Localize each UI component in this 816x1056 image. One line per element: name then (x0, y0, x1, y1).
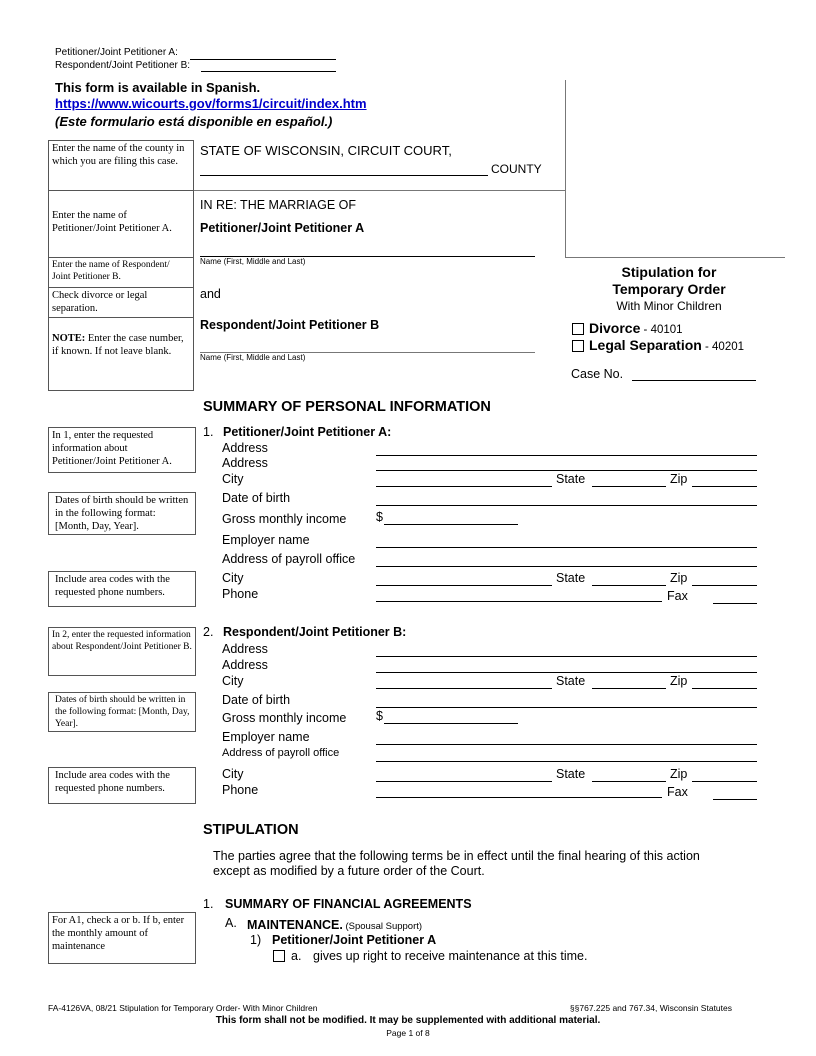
case-no-label: Case No. (571, 367, 624, 381)
employer-name-label: Employer name (222, 533, 310, 547)
employer-name-label: Employer name (222, 730, 310, 744)
form-title-line2: Temporary Order (612, 281, 726, 297)
phone-input[interactable] (376, 797, 662, 798)
zip-input[interactable] (692, 688, 757, 689)
address-label: Address (222, 441, 268, 455)
spanish-text: (Este formulario está disponible en español.) (55, 114, 333, 129)
zip-label: Zip (670, 472, 688, 486)
gross-income-input[interactable] (384, 524, 518, 525)
employer-name-input[interactable] (376, 744, 757, 745)
footer-page: Page 1 of 8 (386, 1028, 430, 1038)
side-note: Dates of birth should be written in the following format: [Month, Day, Year]. (48, 492, 196, 535)
form-title-line1: Stipulation for (621, 264, 717, 280)
summary-heading: SUMMARY OF PERSONAL INFORMATION (203, 399, 491, 415)
address-line1-input[interactable] (376, 656, 757, 657)
side-note: In 1, enter the requested information about Petitioner/Joint Petitioner A. (48, 427, 196, 473)
fax-input[interactable] (713, 603, 757, 604)
city-label: City (222, 767, 244, 781)
county-input-line[interactable] (200, 175, 488, 176)
petitioner-a-heading: Petitioner/Joint Petitioner A (200, 221, 365, 235)
note-text: Enter the case number, if known. If not leave blank. (52, 333, 184, 357)
payroll-address-input[interactable] (376, 566, 757, 567)
footer-notice: This form shall not be modified. It may be supplemented with additional material. (215, 1015, 601, 1026)
city-input[interactable] (376, 486, 552, 487)
gross-income-label: Gross monthly income (222, 512, 347, 526)
city-label: City (222, 674, 244, 688)
note-county: Enter the name of the county in which you are filing this case. (48, 140, 194, 191)
forms-link[interactable]: https://www.wicourts.gov/forms1/circuit/index.htm (55, 96, 367, 111)
side-note: Include area codes with the requested phone numbers. (48, 571, 196, 607)
side-note: In 2, enter the requested information about Respondent/Joint Petitioner B. (48, 627, 196, 676)
zip-label: Zip (670, 571, 688, 585)
and-label: and (200, 287, 221, 301)
in-re-label: IN RE: THE MARRIAGE OF (200, 198, 357, 212)
state-input[interactable] (592, 486, 666, 487)
stipulation-heading: STIPULATION (203, 822, 299, 838)
date-of-birth-input[interactable] (376, 707, 757, 708)
city-label: City (222, 472, 244, 486)
divorce-code: - 40101 (640, 324, 683, 336)
phone-input[interactable] (376, 601, 662, 602)
divider (565, 257, 785, 258)
divorce-checkbox[interactable] (572, 323, 584, 335)
zip-input[interactable] (692, 486, 757, 487)
divorce-option (589, 321, 683, 337)
footer-form-id: FA-4126VA, 08/21 Stipulation for Temporary Order- With Minor Children (48, 1003, 318, 1013)
fax-label: Fax (667, 785, 688, 799)
state-label: State (556, 674, 586, 688)
divider (565, 80, 566, 258)
section-number: 2. (203, 625, 214, 639)
employer-name-input[interactable] (376, 547, 757, 548)
section-title: Petitioner/Joint Petitioner A: (223, 425, 392, 439)
legal-separation-checkbox[interactable] (572, 340, 584, 352)
side-note: Include area codes with the requested phone numbers. (48, 767, 196, 804)
city-label: City (222, 571, 244, 585)
case-no-input-line[interactable] (632, 380, 756, 381)
court-title: STATE OF WISCONSIN, CIRCUIT COURT, (200, 143, 452, 158)
section-title: Respondent/Joint Petitioner B: (223, 625, 407, 639)
stipulation-para-line2: except as modified by a future order of the Court. (213, 864, 485, 878)
maintenance-label: MAINTENANCE. (247, 918, 343, 932)
payroll-address-label: Address of payroll office (222, 747, 340, 759)
sub-letter: A. (225, 916, 237, 930)
state-label: State (556, 571, 586, 585)
financial-agreements-heading: SUMMARY OF FINANCIAL AGREEMENTS (225, 897, 472, 911)
legal-separation-option (589, 338, 744, 354)
side-note: Dates of birth should be written in the following format: [Month, Day, Year]. (48, 692, 196, 732)
top-petitioner-line[interactable] (190, 59, 336, 60)
footer-statutes: §§767.225 and 767.34, Wisconsin Statutes (569, 1003, 732, 1013)
date-of-birth-label: Date of birth (222, 491, 291, 505)
city-input[interactable] (376, 781, 552, 782)
note-maintenance: For A1, check a or b. If b, enter the monthly amount of maintenance (48, 912, 196, 964)
divorce-label: Divorce (589, 320, 641, 336)
legal-separation-code: - 40201 (701, 341, 745, 353)
phone-label: Phone (222, 783, 259, 797)
address-line2-input[interactable] (376, 672, 757, 673)
address-line1-input[interactable] (376, 455, 757, 456)
legal-separation-label: Legal Separation (589, 337, 702, 353)
top-respondent-line[interactable] (201, 71, 336, 72)
section-number: 1. (203, 425, 214, 439)
date-of-birth-label: Date of birth (222, 693, 291, 707)
divider (193, 190, 565, 191)
state-input[interactable] (592, 585, 666, 586)
payroll-address-label: Address of payroll office (222, 552, 356, 566)
name-hint: Name (First, Middle and Last) (200, 257, 306, 266)
dollar-sign: $ (376, 709, 383, 723)
maintenance-note: (Spousal Support) (342, 921, 423, 932)
address-line2-input[interactable] (376, 470, 757, 471)
address-label: Address (222, 642, 268, 656)
date-of-birth-input[interactable] (376, 505, 757, 506)
spanish-notice: This form is available in Spanish. (55, 80, 261, 95)
phone-label: Phone (222, 587, 259, 601)
option-a-letter: a. (291, 949, 302, 963)
zip-label: Zip (670, 767, 688, 781)
note-case-number (48, 317, 194, 391)
county-label: COUNTY (491, 162, 542, 176)
city-input[interactable] (376, 688, 552, 689)
state-input[interactable] (592, 781, 666, 782)
zip-input[interactable] (692, 585, 757, 586)
address-label: Address (222, 658, 268, 672)
top-respondent-label: Respondent/Joint Petitioner B: (55, 60, 191, 71)
fax-input[interactable] (713, 799, 757, 800)
note-divorce: Check divorce or legal separation. (48, 287, 194, 318)
address-label: Address (222, 456, 268, 470)
note-resp-b: Enter the name of Respondent/ Joint Petitioner B. (48, 257, 194, 288)
fax-label: Fax (667, 589, 688, 603)
city-input[interactable] (376, 585, 552, 586)
maintenance-heading (247, 917, 422, 933)
note-pet-a: Enter the name of Petitioner/Joint Petitioner A. (48, 190, 194, 258)
name-hint: Name (First, Middle and Last) (200, 353, 306, 362)
option-a-checkbox[interactable] (273, 950, 285, 962)
party-number: 1) (250, 933, 262, 947)
item-number: 1. (203, 897, 214, 911)
party-heading: Petitioner/Joint Petitioner A (272, 933, 437, 947)
gross-income-label: Gross monthly income (222, 711, 347, 725)
form-subtitle: With Minor Children (616, 299, 722, 313)
state-label: State (556, 767, 586, 781)
zip-label: Zip (670, 674, 688, 688)
stipulation-para-line1: The parties agree that the following terms be in effect until the final hearing of this action (213, 849, 700, 863)
note-label: NOTE: (52, 333, 86, 344)
option-a-text: gives up right to receive maintenance at this time. (313, 949, 588, 963)
state-input[interactable] (592, 688, 666, 689)
payroll-address-input[interactable] (376, 761, 757, 762)
respondent-b-heading: Respondent/Joint Petitioner B (200, 318, 380, 332)
state-label: State (556, 472, 586, 486)
dollar-sign: $ (376, 510, 383, 524)
gross-income-input[interactable] (384, 723, 518, 724)
zip-input[interactable] (692, 781, 757, 782)
top-petitioner-label: Petitioner/Joint Petitioner A: (55, 47, 178, 58)
